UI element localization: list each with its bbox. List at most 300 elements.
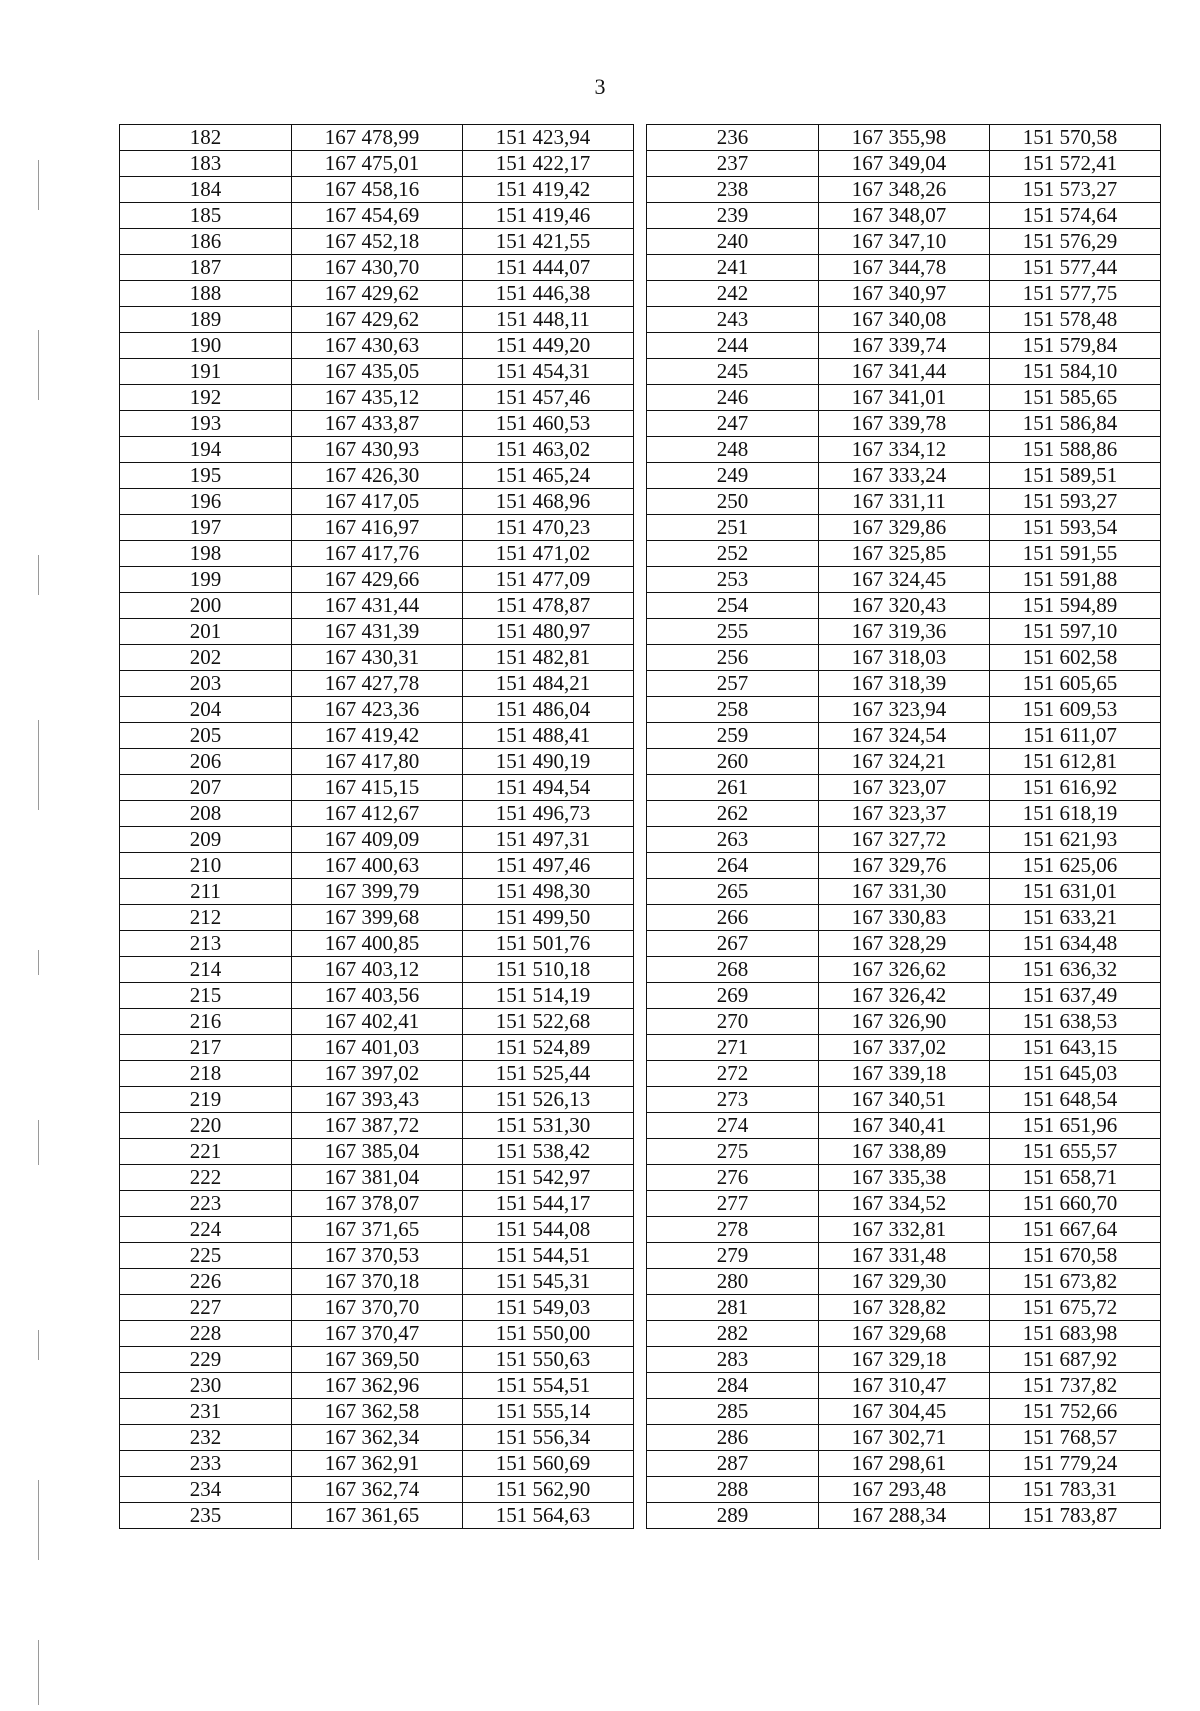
- x-coordinate-cell: 167 385,04: [292, 1139, 463, 1165]
- y-coordinate-cell: 151 643,15: [990, 1035, 1161, 1061]
- x-coordinate-cell: 167 338,89: [819, 1139, 990, 1165]
- point-number-cell: 201: [120, 619, 292, 645]
- point-number-cell: 255: [647, 619, 819, 645]
- x-coordinate-cell: 167 320,43: [819, 593, 990, 619]
- table-row: [647, 125, 1161, 151]
- y-coordinate-cell: 151 574,64: [990, 203, 1161, 229]
- table-row: [647, 1113, 1161, 1139]
- table-row: [120, 1269, 634, 1295]
- y-coordinate-cell: 151 577,44: [990, 255, 1161, 281]
- point-number-cell: 239: [647, 203, 819, 229]
- point-number-cell: 257: [647, 671, 819, 697]
- table-row: [120, 151, 634, 177]
- table-row: [647, 827, 1161, 853]
- table-row: [647, 1399, 1161, 1425]
- table-row: [120, 1061, 634, 1087]
- y-coordinate-cell: 151 602,58: [990, 645, 1161, 671]
- y-coordinate-cell: 151 497,46: [463, 853, 634, 879]
- y-coordinate-cell: 151 621,93: [990, 827, 1161, 853]
- x-coordinate-cell: 167 427,78: [292, 671, 463, 697]
- point-number-cell: 229: [120, 1347, 292, 1373]
- table-row: [120, 1191, 634, 1217]
- point-number-cell: 248: [647, 437, 819, 463]
- y-coordinate-cell: 151 783,31: [990, 1477, 1161, 1503]
- x-coordinate-cell: 167 329,18: [819, 1347, 990, 1373]
- point-number-cell: 235: [120, 1503, 292, 1529]
- point-number-cell: 199: [120, 567, 292, 593]
- point-number-cell: 183: [120, 151, 292, 177]
- table-row: [647, 1451, 1161, 1477]
- x-coordinate-cell: 167 340,08: [819, 307, 990, 333]
- x-coordinate-cell: 167 348,26: [819, 177, 990, 203]
- point-number-cell: 210: [120, 853, 292, 879]
- x-coordinate-cell: 167 339,78: [819, 411, 990, 437]
- point-number-cell: 273: [647, 1087, 819, 1113]
- table-row: [647, 1009, 1161, 1035]
- table-row: [647, 1243, 1161, 1269]
- point-number-cell: 220: [120, 1113, 292, 1139]
- table-row: [120, 1321, 634, 1347]
- table-row: [120, 879, 634, 905]
- table-row: [647, 411, 1161, 437]
- table-row: [120, 489, 634, 515]
- x-coordinate-cell: 167 423,36: [292, 697, 463, 723]
- x-coordinate-cell: 167 355,98: [819, 125, 990, 151]
- y-coordinate-cell: 151 658,71: [990, 1165, 1161, 1191]
- table-row: [647, 671, 1161, 697]
- table-row: [647, 1217, 1161, 1243]
- point-number-cell: 279: [647, 1243, 819, 1269]
- table-row: [647, 775, 1161, 801]
- y-coordinate-cell: 151 660,70: [990, 1191, 1161, 1217]
- x-coordinate-cell: 167 452,18: [292, 229, 463, 255]
- table-row: [647, 853, 1161, 879]
- table-row: [647, 489, 1161, 515]
- table-row: [647, 281, 1161, 307]
- point-number-cell: 187: [120, 255, 292, 281]
- point-number-cell: 196: [120, 489, 292, 515]
- x-coordinate-cell: 167 400,85: [292, 931, 463, 957]
- table-row: [647, 567, 1161, 593]
- point-number-cell: 244: [647, 333, 819, 359]
- table-row: [647, 723, 1161, 749]
- y-coordinate-cell: 151 645,03: [990, 1061, 1161, 1087]
- point-number-cell: 204: [120, 697, 292, 723]
- point-number-cell: 249: [647, 463, 819, 489]
- x-coordinate-cell: 167 326,42: [819, 983, 990, 1009]
- x-coordinate-cell: 167 331,11: [819, 489, 990, 515]
- table-row: [647, 1269, 1161, 1295]
- point-number-cell: 280: [647, 1269, 819, 1295]
- x-coordinate-cell: 167 430,31: [292, 645, 463, 671]
- x-coordinate-cell: 167 429,66: [292, 567, 463, 593]
- y-coordinate-cell: 151 562,90: [463, 1477, 634, 1503]
- scan-artifact-line: [38, 1120, 39, 1165]
- table-row: [120, 801, 634, 827]
- point-number-cell: 192: [120, 385, 292, 411]
- y-coordinate-cell: 151 482,81: [463, 645, 634, 671]
- x-coordinate-cell: 167 454,69: [292, 203, 463, 229]
- point-number-cell: 230: [120, 1373, 292, 1399]
- table-row: [647, 1061, 1161, 1087]
- table-row: [647, 1165, 1161, 1191]
- y-coordinate-cell: 151 525,44: [463, 1061, 634, 1087]
- y-coordinate-cell: 151 609,53: [990, 697, 1161, 723]
- table-row: [647, 541, 1161, 567]
- x-coordinate-cell: 167 323,94: [819, 697, 990, 723]
- table-row: [120, 177, 634, 203]
- point-number-cell: 236: [647, 125, 819, 151]
- x-coordinate-cell: 167 393,43: [292, 1087, 463, 1113]
- table-row: [120, 645, 634, 671]
- point-number-cell: 185: [120, 203, 292, 229]
- point-number-cell: 272: [647, 1061, 819, 1087]
- y-coordinate-cell: 151 421,55: [463, 229, 634, 255]
- coordinates-table-left-body: [120, 125, 634, 1529]
- point-number-cell: 268: [647, 957, 819, 983]
- x-coordinate-cell: 167 331,30: [819, 879, 990, 905]
- point-number-cell: 215: [120, 983, 292, 1009]
- table-row: [120, 385, 634, 411]
- y-coordinate-cell: 151 779,24: [990, 1451, 1161, 1477]
- x-coordinate-cell: 167 412,67: [292, 801, 463, 827]
- x-coordinate-cell: 167 431,39: [292, 619, 463, 645]
- point-number-cell: 200: [120, 593, 292, 619]
- scan-artifact-line: [38, 555, 39, 595]
- point-number-cell: 264: [647, 853, 819, 879]
- scan-artifact-line: [38, 950, 39, 975]
- table-row: [120, 1373, 634, 1399]
- table-row: [647, 437, 1161, 463]
- y-coordinate-cell: 151 544,08: [463, 1217, 634, 1243]
- y-coordinate-cell: 151 457,46: [463, 385, 634, 411]
- x-coordinate-cell: 167 361,65: [292, 1503, 463, 1529]
- y-coordinate-cell: 151 572,41: [990, 151, 1161, 177]
- x-coordinate-cell: 167 324,21: [819, 749, 990, 775]
- point-number-cell: 213: [120, 931, 292, 957]
- x-coordinate-cell: 167 325,85: [819, 541, 990, 567]
- x-coordinate-cell: 167 362,58: [292, 1399, 463, 1425]
- x-coordinate-cell: 167 400,63: [292, 853, 463, 879]
- point-number-cell: 198: [120, 541, 292, 567]
- scan-artifact-line: [38, 330, 39, 400]
- y-coordinate-cell: 151 578,48: [990, 307, 1161, 333]
- x-coordinate-cell: 167 348,07: [819, 203, 990, 229]
- x-coordinate-cell: 167 319,36: [819, 619, 990, 645]
- x-coordinate-cell: 167 371,65: [292, 1217, 463, 1243]
- table-row: [647, 359, 1161, 385]
- table-row: [120, 1113, 634, 1139]
- x-coordinate-cell: 167 337,02: [819, 1035, 990, 1061]
- table-row: [647, 203, 1161, 229]
- x-coordinate-cell: 167 341,44: [819, 359, 990, 385]
- table-row: [120, 983, 634, 1009]
- y-coordinate-cell: 151 648,54: [990, 1087, 1161, 1113]
- x-coordinate-cell: 167 402,41: [292, 1009, 463, 1035]
- point-number-cell: 265: [647, 879, 819, 905]
- table-row: [120, 1035, 634, 1061]
- point-number-cell: 217: [120, 1035, 292, 1061]
- y-coordinate-cell: 151 494,54: [463, 775, 634, 801]
- table-row: [120, 1425, 634, 1451]
- y-coordinate-cell: 151 496,73: [463, 801, 634, 827]
- y-coordinate-cell: 151 612,81: [990, 749, 1161, 775]
- y-coordinate-cell: 151 549,03: [463, 1295, 634, 1321]
- table-row: [120, 359, 634, 385]
- table-row: [120, 463, 634, 489]
- table-row: [647, 1321, 1161, 1347]
- x-coordinate-cell: 167 370,18: [292, 1269, 463, 1295]
- table-row: [120, 1243, 634, 1269]
- y-coordinate-cell: 151 637,49: [990, 983, 1161, 1009]
- table-row: [120, 1295, 634, 1321]
- y-coordinate-cell: 151 497,31: [463, 827, 634, 853]
- y-coordinate-cell: 151 477,09: [463, 567, 634, 593]
- x-coordinate-cell: 167 378,07: [292, 1191, 463, 1217]
- point-number-cell: 252: [647, 541, 819, 567]
- x-coordinate-cell: 167 341,01: [819, 385, 990, 411]
- table-row: [647, 385, 1161, 411]
- point-number-cell: 222: [120, 1165, 292, 1191]
- point-number-cell: 207: [120, 775, 292, 801]
- table-row: [120, 1139, 634, 1165]
- x-coordinate-cell: 167 417,80: [292, 749, 463, 775]
- table-row: [647, 983, 1161, 1009]
- y-coordinate-cell: 151 545,31: [463, 1269, 634, 1295]
- point-number-cell: 274: [647, 1113, 819, 1139]
- point-number-cell: 189: [120, 307, 292, 333]
- y-coordinate-cell: 151 486,04: [463, 697, 634, 723]
- point-number-cell: 276: [647, 1165, 819, 1191]
- y-coordinate-cell: 151 589,51: [990, 463, 1161, 489]
- x-coordinate-cell: 167 324,54: [819, 723, 990, 749]
- point-number-cell: 245: [647, 359, 819, 385]
- y-coordinate-cell: 151 514,19: [463, 983, 634, 1009]
- y-coordinate-cell: 151 480,97: [463, 619, 634, 645]
- x-coordinate-cell: 167 429,62: [292, 307, 463, 333]
- point-number-cell: 197: [120, 515, 292, 541]
- table-row: [120, 1503, 634, 1529]
- y-coordinate-cell: 151 478,87: [463, 593, 634, 619]
- x-coordinate-cell: 167 327,72: [819, 827, 990, 853]
- x-coordinate-cell: 167 403,12: [292, 957, 463, 983]
- y-coordinate-cell: 151 673,82: [990, 1269, 1161, 1295]
- point-number-cell: 266: [647, 905, 819, 931]
- table-row: [647, 1503, 1161, 1529]
- point-number-cell: 269: [647, 983, 819, 1009]
- y-coordinate-cell: 151 651,96: [990, 1113, 1161, 1139]
- table-row: [647, 515, 1161, 541]
- y-coordinate-cell: 151 423,94: [463, 125, 634, 151]
- table-row: [120, 229, 634, 255]
- y-coordinate-cell: 151 499,50: [463, 905, 634, 931]
- x-coordinate-cell: 167 475,01: [292, 151, 463, 177]
- point-number-cell: 193: [120, 411, 292, 437]
- y-coordinate-cell: 151 597,10: [990, 619, 1161, 645]
- x-coordinate-cell: 167 340,51: [819, 1087, 990, 1113]
- x-coordinate-cell: 167 430,93: [292, 437, 463, 463]
- y-coordinate-cell: 151 454,31: [463, 359, 634, 385]
- x-coordinate-cell: 167 397,02: [292, 1061, 463, 1087]
- table-row: [120, 593, 634, 619]
- y-coordinate-cell: 151 737,82: [990, 1373, 1161, 1399]
- y-coordinate-cell: 151 488,41: [463, 723, 634, 749]
- point-number-cell: 206: [120, 749, 292, 775]
- table-row: [120, 333, 634, 359]
- y-coordinate-cell: 151 588,86: [990, 437, 1161, 463]
- y-coordinate-cell: 151 468,96: [463, 489, 634, 515]
- y-coordinate-cell: 151 465,24: [463, 463, 634, 489]
- table-row: [120, 853, 634, 879]
- y-coordinate-cell: 151 655,57: [990, 1139, 1161, 1165]
- y-coordinate-cell: 151 594,89: [990, 593, 1161, 619]
- y-coordinate-cell: 151 605,65: [990, 671, 1161, 697]
- point-number-cell: 232: [120, 1425, 292, 1451]
- x-coordinate-cell: 167 318,03: [819, 645, 990, 671]
- y-coordinate-cell: 151 593,54: [990, 515, 1161, 541]
- x-coordinate-cell: 167 323,07: [819, 775, 990, 801]
- page-number: 3: [594, 74, 606, 99]
- y-coordinate-cell: 151 585,65: [990, 385, 1161, 411]
- y-coordinate-cell: 151 484,21: [463, 671, 634, 697]
- table-row: [647, 957, 1161, 983]
- table-row: [647, 593, 1161, 619]
- x-coordinate-cell: 167 362,34: [292, 1425, 463, 1451]
- point-number-cell: 270: [647, 1009, 819, 1035]
- table-row: [647, 307, 1161, 333]
- x-coordinate-cell: 167 387,72: [292, 1113, 463, 1139]
- x-coordinate-cell: 167 318,39: [819, 671, 990, 697]
- y-coordinate-cell: 151 687,92: [990, 1347, 1161, 1373]
- point-number-cell: 275: [647, 1139, 819, 1165]
- point-number-cell: 243: [647, 307, 819, 333]
- table-row: [647, 931, 1161, 957]
- x-coordinate-cell: 167 362,96: [292, 1373, 463, 1399]
- x-coordinate-cell: 167 340,97: [819, 281, 990, 307]
- point-number-cell: 225: [120, 1243, 292, 1269]
- x-coordinate-cell: 167 429,62: [292, 281, 463, 307]
- table-row: [120, 1399, 634, 1425]
- y-coordinate-cell: 151 577,75: [990, 281, 1161, 307]
- point-number-cell: 219: [120, 1087, 292, 1113]
- point-number-cell: 221: [120, 1139, 292, 1165]
- y-coordinate-cell: 151 419,42: [463, 177, 634, 203]
- point-number-cell: 284: [647, 1373, 819, 1399]
- table-row: [647, 1191, 1161, 1217]
- point-number-cell: 286: [647, 1425, 819, 1451]
- table-row: [647, 333, 1161, 359]
- point-number-cell: 278: [647, 1217, 819, 1243]
- y-coordinate-cell: 151 591,88: [990, 567, 1161, 593]
- table-row: [120, 1009, 634, 1035]
- x-coordinate-cell: 167 458,16: [292, 177, 463, 203]
- table-row: [647, 255, 1161, 281]
- x-coordinate-cell: 167 339,18: [819, 1061, 990, 1087]
- x-coordinate-cell: 167 340,41: [819, 1113, 990, 1139]
- point-number-cell: 282: [647, 1321, 819, 1347]
- y-coordinate-cell: 151 616,92: [990, 775, 1161, 801]
- table-row: [647, 645, 1161, 671]
- y-coordinate-cell: 151 675,72: [990, 1295, 1161, 1321]
- x-coordinate-cell: 167 329,86: [819, 515, 990, 541]
- x-coordinate-cell: 167 435,12: [292, 385, 463, 411]
- point-number-cell: 247: [647, 411, 819, 437]
- point-number-cell: 277: [647, 1191, 819, 1217]
- x-coordinate-cell: 167 326,62: [819, 957, 990, 983]
- y-coordinate-cell: 151 544,51: [463, 1243, 634, 1269]
- x-coordinate-cell: 167 415,15: [292, 775, 463, 801]
- point-number-cell: 289: [647, 1503, 819, 1529]
- point-number-cell: 262: [647, 801, 819, 827]
- y-coordinate-cell: 151 683,98: [990, 1321, 1161, 1347]
- x-coordinate-cell: 167 399,68: [292, 905, 463, 931]
- y-coordinate-cell: 151 531,30: [463, 1113, 634, 1139]
- point-number-cell: 233: [120, 1451, 292, 1477]
- y-coordinate-cell: 151 448,11: [463, 307, 634, 333]
- table-row: [120, 1451, 634, 1477]
- y-coordinate-cell: 151 498,30: [463, 879, 634, 905]
- x-coordinate-cell: 167 339,74: [819, 333, 990, 359]
- x-coordinate-cell: 167 304,45: [819, 1399, 990, 1425]
- y-coordinate-cell: 151 576,29: [990, 229, 1161, 255]
- x-coordinate-cell: 167 403,56: [292, 983, 463, 1009]
- table-row: [120, 567, 634, 593]
- x-coordinate-cell: 167 288,34: [819, 1503, 990, 1529]
- x-coordinate-cell: 167 362,91: [292, 1451, 463, 1477]
- y-coordinate-cell: 151 526,13: [463, 1087, 634, 1113]
- x-coordinate-cell: 167 370,47: [292, 1321, 463, 1347]
- table-row: [120, 957, 634, 983]
- x-coordinate-cell: 167 335,38: [819, 1165, 990, 1191]
- point-number-cell: 214: [120, 957, 292, 983]
- y-coordinate-cell: 151 634,48: [990, 931, 1161, 957]
- x-coordinate-cell: 167 334,52: [819, 1191, 990, 1217]
- table-row: [120, 697, 634, 723]
- table-row: [647, 151, 1161, 177]
- point-number-cell: 226: [120, 1269, 292, 1295]
- y-coordinate-cell: 151 550,63: [463, 1347, 634, 1373]
- y-coordinate-cell: 151 444,07: [463, 255, 634, 281]
- table-row: [120, 749, 634, 775]
- point-number-cell: 258: [647, 697, 819, 723]
- y-coordinate-cell: 151 611,07: [990, 723, 1161, 749]
- point-number-cell: 287: [647, 1451, 819, 1477]
- point-number-cell: 194: [120, 437, 292, 463]
- table-row: [120, 541, 634, 567]
- point-number-cell: 203: [120, 671, 292, 697]
- y-coordinate-cell: 151 470,23: [463, 515, 634, 541]
- x-coordinate-cell: 167 329,30: [819, 1269, 990, 1295]
- point-number-cell: 288: [647, 1477, 819, 1503]
- table-row: [647, 1295, 1161, 1321]
- y-coordinate-cell: 151 510,18: [463, 957, 634, 983]
- table-row: [120, 1477, 634, 1503]
- point-number-cell: 224: [120, 1217, 292, 1243]
- table-row: [120, 307, 634, 333]
- x-coordinate-cell: 167 478,99: [292, 125, 463, 151]
- y-coordinate-cell: 151 460,53: [463, 411, 634, 437]
- point-number-cell: 271: [647, 1035, 819, 1061]
- x-coordinate-cell: 167 344,78: [819, 255, 990, 281]
- table-row: [120, 515, 634, 541]
- x-coordinate-cell: 167 302,71: [819, 1425, 990, 1451]
- y-coordinate-cell: 151 542,97: [463, 1165, 634, 1191]
- y-coordinate-cell: 151 463,02: [463, 437, 634, 463]
- x-coordinate-cell: 167 370,70: [292, 1295, 463, 1321]
- table-row: [647, 177, 1161, 203]
- y-coordinate-cell: 151 667,64: [990, 1217, 1161, 1243]
- x-coordinate-cell: 167 430,70: [292, 255, 463, 281]
